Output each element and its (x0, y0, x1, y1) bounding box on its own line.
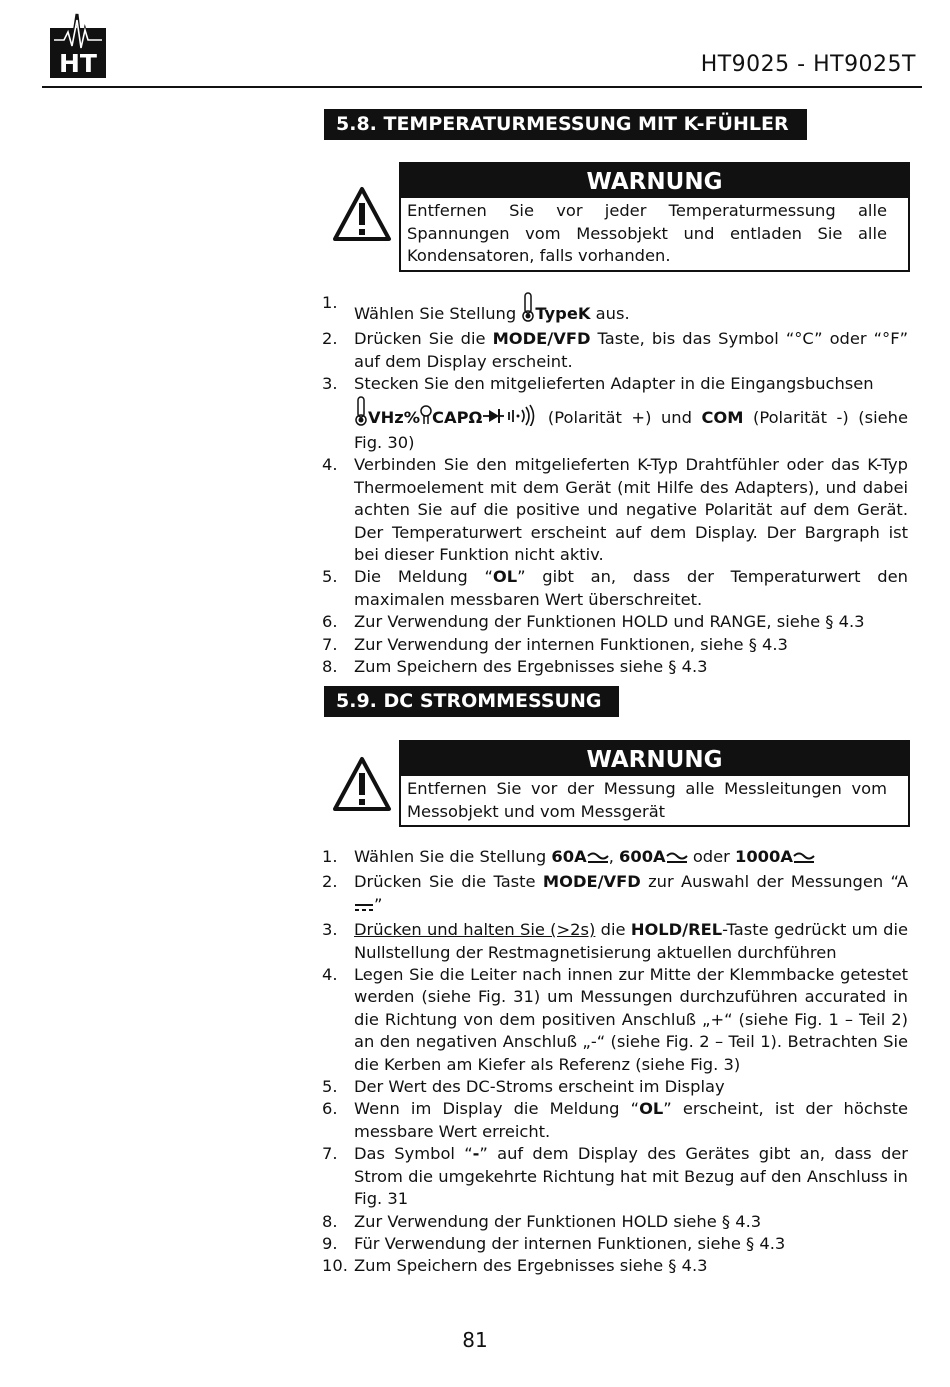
model-title: HT9025 - HT9025T (700, 52, 916, 77)
list-item: 3. Drücken und halten Sie (>2s) die HOLD/REL-Taste gedrückt um die Nullstellung der Restmagnetisierung aktuellen durchführen (322, 920, 908, 962)
list-item: 5. Die Meldung “OL” gibt an, dass der Temperaturwert den maximalen messbaren Wert überschreitet. (322, 567, 908, 609)
list-item: 1. Wählen Sie die Stellung 60A , 600A oder 1000A (322, 846, 908, 871)
list-item: 7. Zur Verwendung der internen Funktionen, siehe § 4.3 (322, 634, 788, 654)
list-item: 10. Zum Speichern des Ergebnisses siehe § 4.3 (322, 1256, 708, 1276)
ac-dc-tilde-icon (587, 849, 609, 871)
warning-text: Entfernen Sie vor der Messung alle Messleitungen vom Messobjekt und vom Messgerät (407, 779, 887, 821)
list-item: 5. Der Wert des DC-Stroms erscheint im Display (322, 1077, 725, 1097)
section-title-dc-current: 5.9. DC STROMMESSUNG (324, 686, 619, 717)
list-item: 2. Drücken Sie die MODE/VFD Taste, bis das Symbol “°C” oder “°F” auf dem Display erscheint. (322, 329, 909, 371)
diode-continuity-icon (482, 404, 538, 432)
dc-symbol-icon (354, 897, 374, 919)
lamp-icon (420, 404, 432, 432)
warning-box-dc-current (399, 740, 910, 827)
header-rule (42, 86, 922, 88)
steps-list-temperature (322, 292, 908, 679)
list-item: 1. Wählen Sie Stellung TypeK aus. (322, 292, 908, 328)
list-item: 4. Legen Sie die Leiter nach innen zur Mitte der Klemmbacke getestet werden (siehe Fig. 31) um Messungen durchzuführen accurated in die Richtung von dem positiven Anschluß „+“ (siehe Fig. 1 – Teil 2) an den negativen Anschluß „-“ (siehe Fig. 2 – Teil 1). Betrachten Sie die Kerben am Kiefer als Referenz (siehe Fig. 3) (322, 965, 908, 1074)
list-item: 9. Für Verwendung der internen Funktionen, siehe § 4.3 (322, 1233, 786, 1253)
warning-text: Entfernen Sie vor jeder Temperaturmessung alle Spannungen vom Messobjekt und entladen Sie alle Kondensatoren, falls vorhanden. (407, 201, 887, 265)
warning-heading: WARNUNG (401, 164, 908, 198)
ht-logo (50, 8, 106, 78)
list-item: 6. Zur Verwendung der Funktionen HOLD und RANGE, siehe § 4.3 (322, 612, 865, 632)
list-item: 7. Das Symbol “-” auf dem Display des Gerätes gibt an, dass der Strom die umgekehrte Richtung hat mit Bezug auf den Anschluss in Fig. 31 (322, 1144, 908, 1209)
section-title-temperature: 5.8. TEMPERATURMESSUNG MIT K-FÜHLER (324, 109, 807, 140)
list-item: 8. Zur Verwendung der Funktionen HOLD siehe § 4.3 (322, 1211, 762, 1231)
warning-triangle-icon (332, 185, 392, 243)
ac-dc-tilde-icon (793, 849, 815, 871)
warning-box-temperature (399, 162, 910, 272)
ac-dc-tilde-icon (666, 849, 688, 871)
page-number: 81 (462, 1328, 488, 1352)
warning-triangle-icon (332, 755, 392, 813)
thermometer-icon (521, 292, 535, 328)
list-item: 4. Verbinden Sie den mitgelieferten K-Typ Drahtfühler oder das K-Typ Thermoelement mit dem Gerät (mit Hilfe des Adapters), und dabei achten Sie auf die positive und negative Polarität auf dem Gerät. Der Temperaturwert erscheint auf dem Display. Der Bargraph ist bei dieser Funktion nicht aktiv. (322, 455, 908, 565)
steps-list-dc-current (322, 846, 908, 1278)
warning-heading: WARNUNG (401, 742, 908, 776)
list-item: 2. Drücken Sie die Taste MODE/VFD zur Auswahl der Messungen “A” (322, 871, 908, 919)
list-item: 6. Wenn im Display die Meldung “OL” erscheint, ist der höchste messbare Wert erreicht. (322, 1099, 908, 1141)
svg-text:HT: HT (59, 49, 97, 78)
thermometer-icon (354, 396, 368, 432)
list-item: 8. Zum Speichern des Ergebnisses siehe § 4.3 (322, 657, 708, 677)
list-item: 3. Stecken Sie den mitgelieferten Adapter in die Eingangsbuchsen VHz% CAPΩ (Polarität +) und COM (Polarität -) (siehe Fig. 30) (322, 374, 908, 453)
